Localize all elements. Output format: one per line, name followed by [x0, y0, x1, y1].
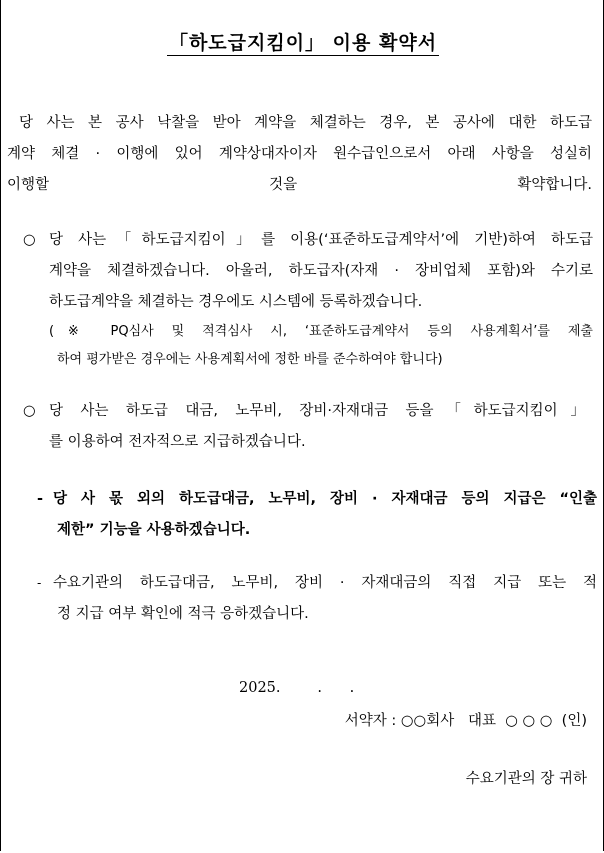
- bullet1-line-1: 당 사는「하도급지킴이」를 이용(‘표준하도급계약서’에 기반)하여 하도급: [49, 232, 593, 248]
- document-title: [1, 28, 604, 55]
- intro-paragraph: [7, 108, 592, 201]
- bullet-circle-icon: ○: [23, 403, 36, 419]
- dash2-line-2: 정 지급 여부 확인에 적극 응하겠습니다.: [57, 606, 309, 622]
- bullet1-line-3: 하도급계약을 체결하는 경우에도 시스템에 등록하겠습니다.: [49, 294, 423, 310]
- signature-date: 2025. . .: [239, 680, 355, 696]
- bullet-item-1: [23, 225, 593, 374]
- document-title-text: 「하도급지킴이」 이용 확약서: [168, 32, 438, 54]
- intro-line-2: 계약 체결 · 이행에 있어 계약상대자이자 원수급인으로서 아래 사항을 성실히: [7, 146, 592, 162]
- dash-mark: -: [37, 576, 42, 590]
- signature-signer: 서약자 : ○○회사 대표 ○ ○ ○ (인): [344, 713, 587, 729]
- intro-line-3: 이행할 것을 확약합니다.: [7, 177, 592, 193]
- dash-mark: -: [37, 491, 44, 507]
- dash1-line-2: 제한” 기능을 사용하겠습니다.: [57, 522, 251, 538]
- bullet2-line-1: 당 사는 하도급 대금, 노무비, 장비·자재대금 등을「하도급지킴이」: [49, 403, 585, 419]
- bullet-circle-icon: ○: [23, 232, 36, 248]
- dash2-line-1: 수요기관의 하도급대금, 노무비, 장비 · 자재대금의 직접 지급 또는 적: [53, 575, 597, 591]
- bullet1-line-2: 계약을 체결하겠습니다. 아울러, 하도급자(자재 · 장비업체 포함)와 수기로: [49, 263, 593, 279]
- bullet1-note-line-1: (※ PQ심사 및 적격심사 시, ‘표준하도급계약서 등의 사용계획서’를 제출: [49, 324, 593, 339]
- intro-line-1: 당 사는 본 공사 낙찰을 받아 계약을 체결하는 경우, 본 공사에 대한 하도급: [19, 115, 592, 131]
- dash1-line-1: 당 사 몫 외의 하도급대금, 노무비, 장비 · 자재대금 등의 지급은 “인출: [53, 491, 597, 507]
- dash-item-1: [37, 484, 597, 546]
- bullet2-line-2: 를 이용하여 전자적으로 지급하겠습니다.: [49, 434, 306, 450]
- bullet-item-2: [23, 396, 593, 458]
- bullet1-note-line-2: 하여 평가받은 경우에는 사용계획서에 정한 바를 준수하여야 합니다): [57, 352, 443, 367]
- signature-addressee: 수요기관의 장 귀하: [465, 771, 587, 787]
- dash-item-2: [37, 568, 597, 630]
